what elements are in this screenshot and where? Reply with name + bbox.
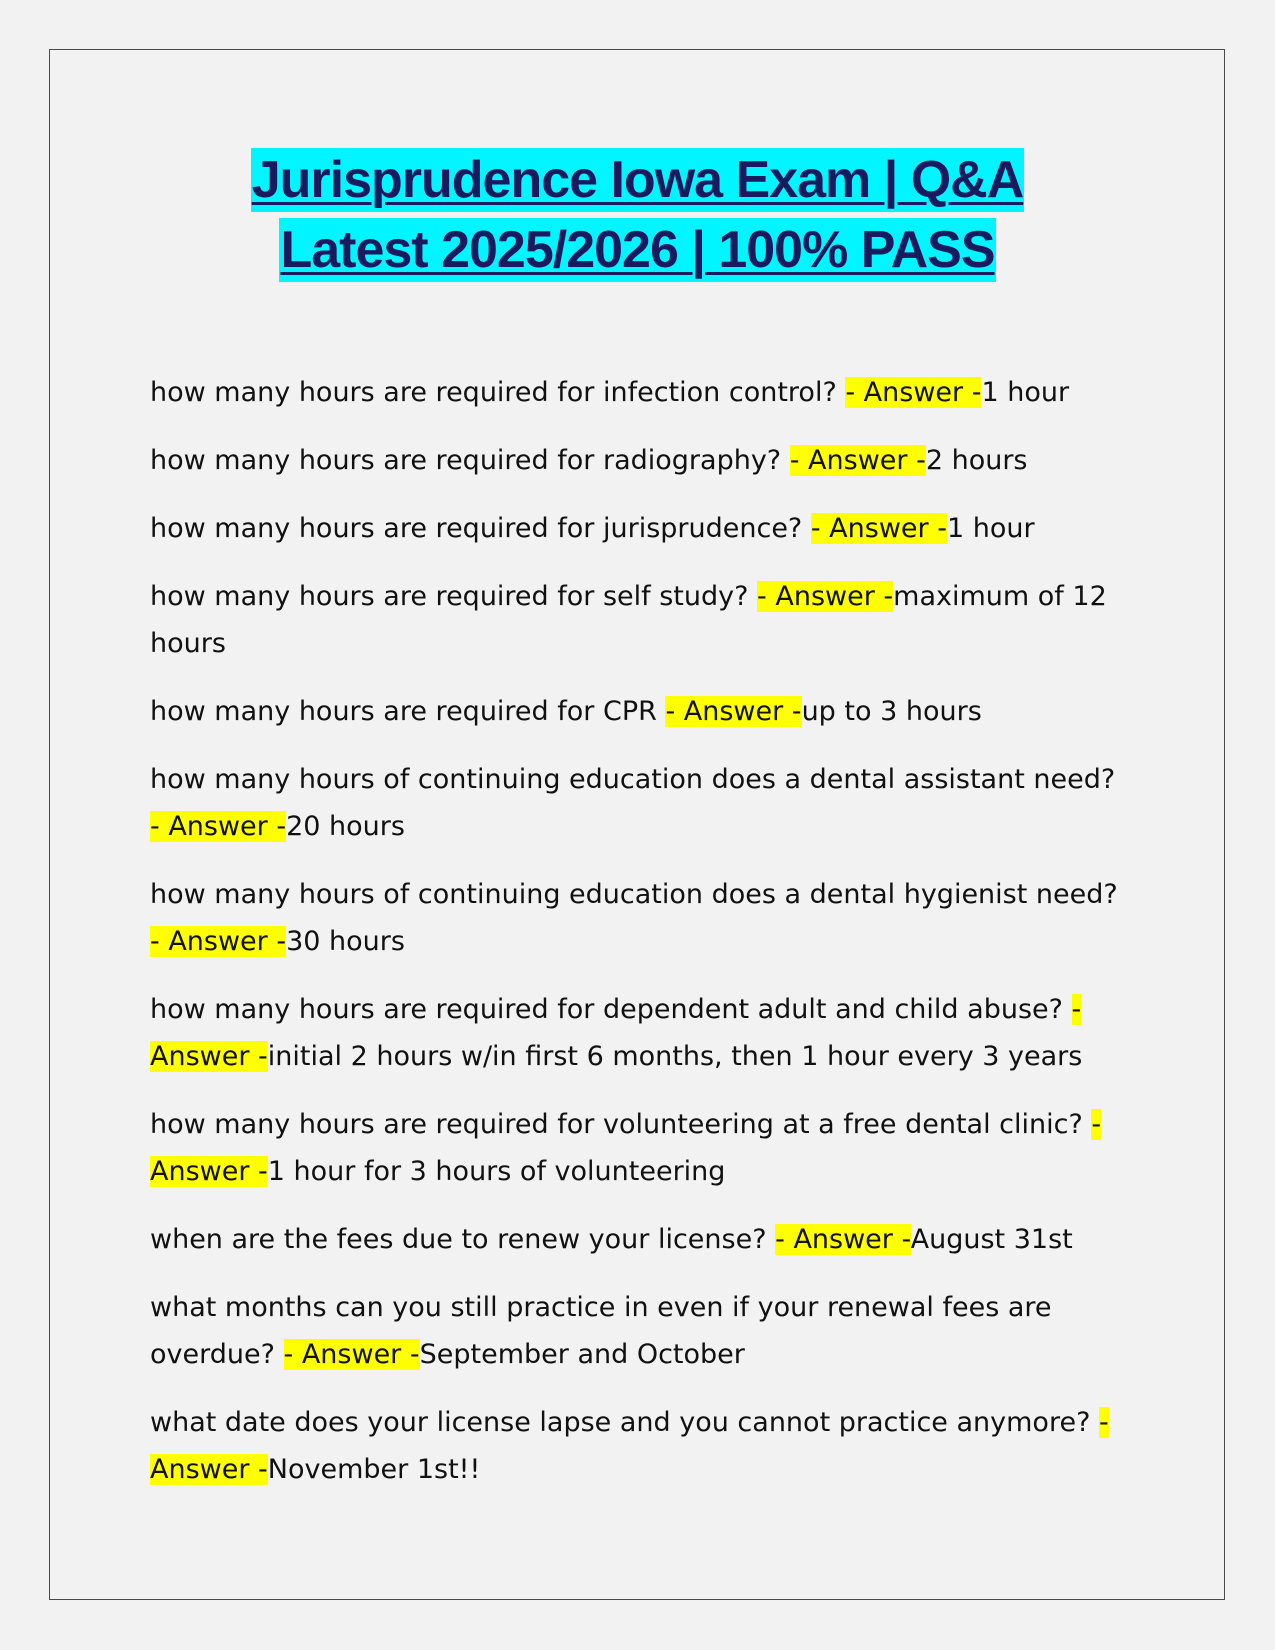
qa-item xyxy=(150,505,1120,552)
question-text: how many hours are required for radiography? xyxy=(150,445,790,476)
answer-marker: - Answer - xyxy=(665,696,802,727)
answer-marker: - Answer - xyxy=(150,994,1082,1072)
answer-marker: - Answer - xyxy=(775,1224,911,1255)
qa-item xyxy=(150,1216,1120,1263)
qa-item xyxy=(150,986,1120,1080)
question-text: how many hours are required for dependent adult and child abuse? xyxy=(150,994,1072,1025)
answer-marker: - Answer - xyxy=(150,1109,1102,1187)
answer-text: 2 hours xyxy=(925,445,1028,476)
answer-marker: - Answer - xyxy=(150,1407,1109,1485)
qa-item xyxy=(150,437,1120,484)
answer-text: 1 hour xyxy=(946,513,1035,544)
document-title xyxy=(100,148,1175,288)
title-line-2: Latest 2025/2026 | 100% PASS xyxy=(279,218,995,282)
question-text: how many hours are required for infection control? xyxy=(150,377,846,408)
answer-marker: - Answer - xyxy=(150,926,287,957)
answer-text: up to 3 hours xyxy=(801,696,982,727)
answer-text: August 31st xyxy=(910,1224,1073,1255)
question-text: how many hours of continuing education does a dental assistant need? xyxy=(150,764,1116,795)
question-text: how many hours are required for CPR xyxy=(150,696,666,727)
answer-marker: - Answer - xyxy=(810,513,947,544)
question-text: how many hours are required for self study? xyxy=(150,581,758,612)
answer-marker: - Answer - xyxy=(283,1339,420,1370)
answer-text: November 1st!! xyxy=(267,1454,481,1485)
answer-marker: - Answer - xyxy=(845,377,982,408)
qa-item xyxy=(150,573,1120,667)
answer-marker: - Answer - xyxy=(757,581,894,612)
qa-list xyxy=(150,369,1120,1514)
question-text: how many hours of continuing education does a dental hygienist need? xyxy=(150,879,1118,910)
answer-marker: - Answer - xyxy=(789,445,926,476)
question-text: what months can you still practice in even if your renewal fees are overdue? xyxy=(150,1292,1052,1370)
question-text: how many hours are required for volunteering at a free dental clinic? xyxy=(150,1109,1092,1140)
question-text: when are the fees due to renew your license? xyxy=(150,1224,776,1255)
answer-text: 1 hour xyxy=(981,377,1070,408)
answer-marker: - Answer - xyxy=(150,811,287,842)
title-line-1: Jurisprudence Iowa Exam | Q&A xyxy=(251,148,1025,212)
qa-item xyxy=(150,1399,1120,1493)
answer-text: 30 hours xyxy=(286,926,405,957)
qa-item xyxy=(150,1284,1120,1378)
answer-text: September and October xyxy=(419,1339,745,1370)
question-text: what date does your license lapse and you cannot practice anymore? xyxy=(150,1407,1099,1438)
qa-item xyxy=(150,369,1120,416)
qa-item xyxy=(150,871,1120,965)
qa-item xyxy=(150,688,1120,735)
question-text: how many hours are required for jurisprudence? xyxy=(150,513,811,544)
answer-text: 20 hours xyxy=(286,811,405,842)
answer-text: initial 2 hours w/in first 6 months, then 1 hour every 3 years xyxy=(267,1041,1083,1072)
answer-text: 1 hour for 3 hours of volunteering xyxy=(267,1156,726,1187)
answer-text: maximum of 12 hours xyxy=(150,581,1107,659)
qa-item xyxy=(150,1101,1120,1195)
qa-item xyxy=(150,756,1120,850)
